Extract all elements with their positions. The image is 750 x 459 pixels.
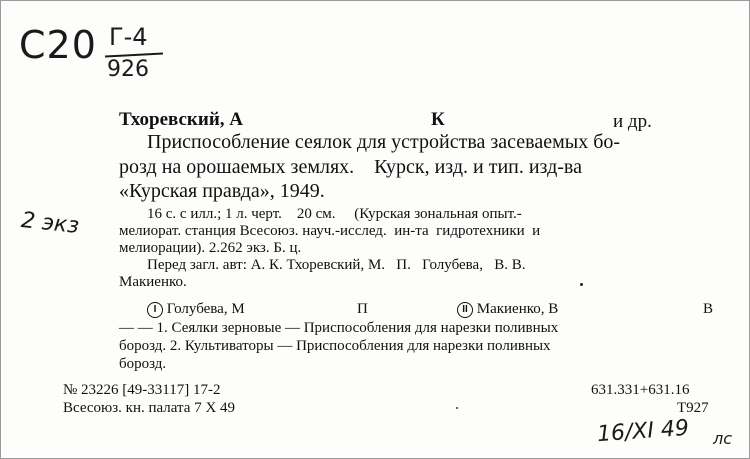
title-line-2: розд на орошаемых землях. Курск, изд. и тип. изд-ва xyxy=(119,156,582,178)
handwritten-shelf-code: С20 xyxy=(19,23,97,67)
tracing-1-name: Голубева, М xyxy=(166,301,245,317)
author-initial: К xyxy=(431,109,445,130)
handwritten-date: 16/XI 49 xyxy=(596,415,690,448)
subject-line-2: борозд. 2. Культиваторы — Приспособления для нарезки поливных xyxy=(119,338,551,354)
author-mark: Т927 xyxy=(677,400,709,416)
note-line-1: Перед загл. авт: А. К. Тхоревский, М. П. Голубева, В. В. xyxy=(147,257,526,273)
desc-line-2: мелиорат. станция Всесоюз. науч.-исслед. ин-та гидротехники и xyxy=(119,223,541,239)
tracing-2-name: Макиенко, В xyxy=(476,301,559,317)
handwritten-initials: лс xyxy=(713,429,733,448)
note-line-2: Макиенко. xyxy=(119,274,187,290)
title-line-1: Приспособление сеялок для устройства засеваемых бо- xyxy=(147,131,621,153)
tracing-1-initial: П xyxy=(357,301,368,317)
desc-line-1: 16 с. с илл.; 1 л. черт. 20 см. (Курская зональная опыт.- xyxy=(147,206,522,222)
circled-numeral-2-icon: II xyxy=(457,302,473,318)
ink-speck xyxy=(580,283,583,286)
handwritten-copies-note: 2 экз xyxy=(19,208,81,239)
subject-line-1: — — 1. Сеялки зерновые — Приспособления для нарезки поливных xyxy=(119,320,559,336)
udc-classification: 631.331+631.16 xyxy=(591,382,690,398)
subject-line-3: борозд. xyxy=(119,356,167,372)
tracing-2 xyxy=(457,301,558,318)
book-chamber: Всесоюз. кн. палата 7 X 49 xyxy=(63,400,236,416)
handwritten-fraction-top: Г-4 xyxy=(109,23,148,51)
tracing-2-initial: В xyxy=(703,301,714,317)
et-al: и др. xyxy=(613,111,652,132)
title-line-3: «Курская правда», 1949. xyxy=(119,180,325,202)
handwritten-fraction-bottom: 926 xyxy=(107,57,149,82)
card-number: № 23226 [49-33117] 17-2 xyxy=(63,382,221,398)
ink-speck xyxy=(456,407,458,409)
circled-numeral-1-icon: I xyxy=(147,302,163,318)
desc-line-3: мелиорации). 2.262 экз. Б. ц. xyxy=(119,240,302,256)
tracing-1 xyxy=(147,301,245,318)
author-heading: Тхоревский, А xyxy=(119,109,243,130)
